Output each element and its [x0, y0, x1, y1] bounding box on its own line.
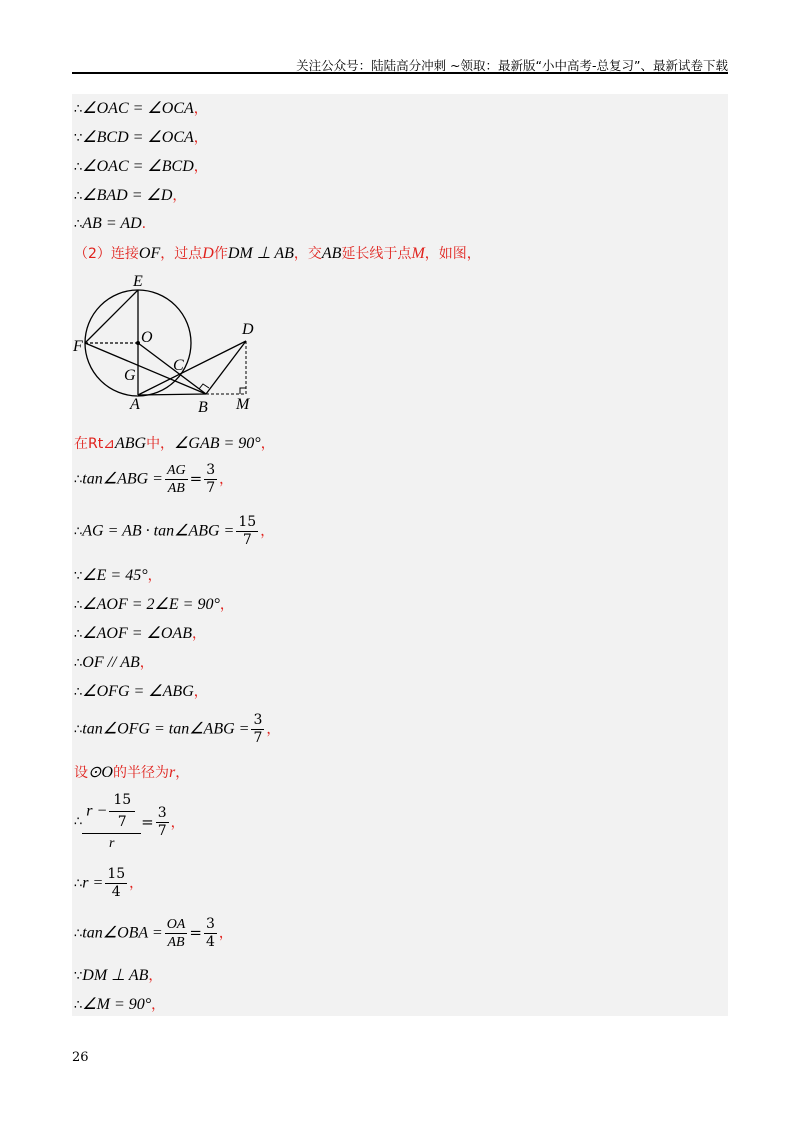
label-f: F	[73, 338, 83, 355]
step-line: ∴tan∠OBA = $\frac{OA}{AB}$ = $\frac{3}{4}$ ，	[74, 916, 233, 950]
label-m: M	[236, 396, 250, 413]
step-line: ∴∠BAD = ∠D，	[74, 187, 187, 204]
step-line: ∴∠AOF = ∠OAB，	[74, 625, 206, 642]
label-e: E	[133, 273, 143, 290]
step-line: 在Rt⊿ABG中，∠GAB = 90°，	[74, 435, 275, 452]
label-g: G	[124, 367, 136, 384]
label-b: B	[198, 399, 208, 416]
step-line: ∴tan∠OFG = tan∠ABG = $\frac{3}{7}$ ，	[74, 712, 281, 746]
label-d: D	[242, 321, 254, 338]
step-line: ∴∠M = 90°，	[74, 996, 166, 1013]
step-line: ∴AG = AB · tan∠ABG = $\frac{15}{7}$ ，	[74, 514, 275, 548]
step-line: 设⊙O的半径为r，	[74, 764, 190, 781]
step-line: ∵∠E = 45°，	[74, 567, 162, 584]
step-line: ∴tan∠ABG = $\frac{AG}{AB}$ = $\frac{3}{7}$ ，	[74, 462, 234, 496]
label-c: C	[173, 357, 184, 374]
page-header: 关注公众号：陆陆高分冲刺 ~领取：最新版“小中高考-总复习”、最新试卷下载	[296, 58, 728, 73]
step-line: ∴ r − $\frac{15}{7}$ r = $\frac{3}{7}$ ，	[74, 792, 185, 851]
label-a: A	[130, 396, 140, 413]
step-line: ∴∠OAC = ∠OCA，	[74, 100, 208, 117]
header-rule	[72, 72, 728, 74]
label-o: O	[141, 329, 153, 346]
step-line: ∵DM ⊥ AB，	[74, 967, 163, 984]
step-line: ∴∠OFG = ∠ABG，	[74, 683, 208, 700]
step-line: ∴∠AOF = 2∠E = 90°，	[74, 596, 234, 613]
geometry-figure	[72, 272, 272, 417]
step-line: ∴AB = AD.	[74, 215, 147, 232]
step-line: ∵∠BCD = ∠OCA，	[74, 129, 208, 146]
page-number: 26	[72, 1050, 89, 1065]
step-line: ∴r = $\frac{15}{4}$ ，	[74, 866, 144, 900]
solution-panel	[72, 94, 728, 1016]
step-line: ∴∠OAC = ∠BCD，	[74, 158, 208, 175]
step-line: ∴OF // AB，	[74, 654, 154, 671]
part2-intro: （2）连接OF，过点D作DM ⊥ AB，交AB延长线于点M，如图，	[74, 245, 481, 262]
